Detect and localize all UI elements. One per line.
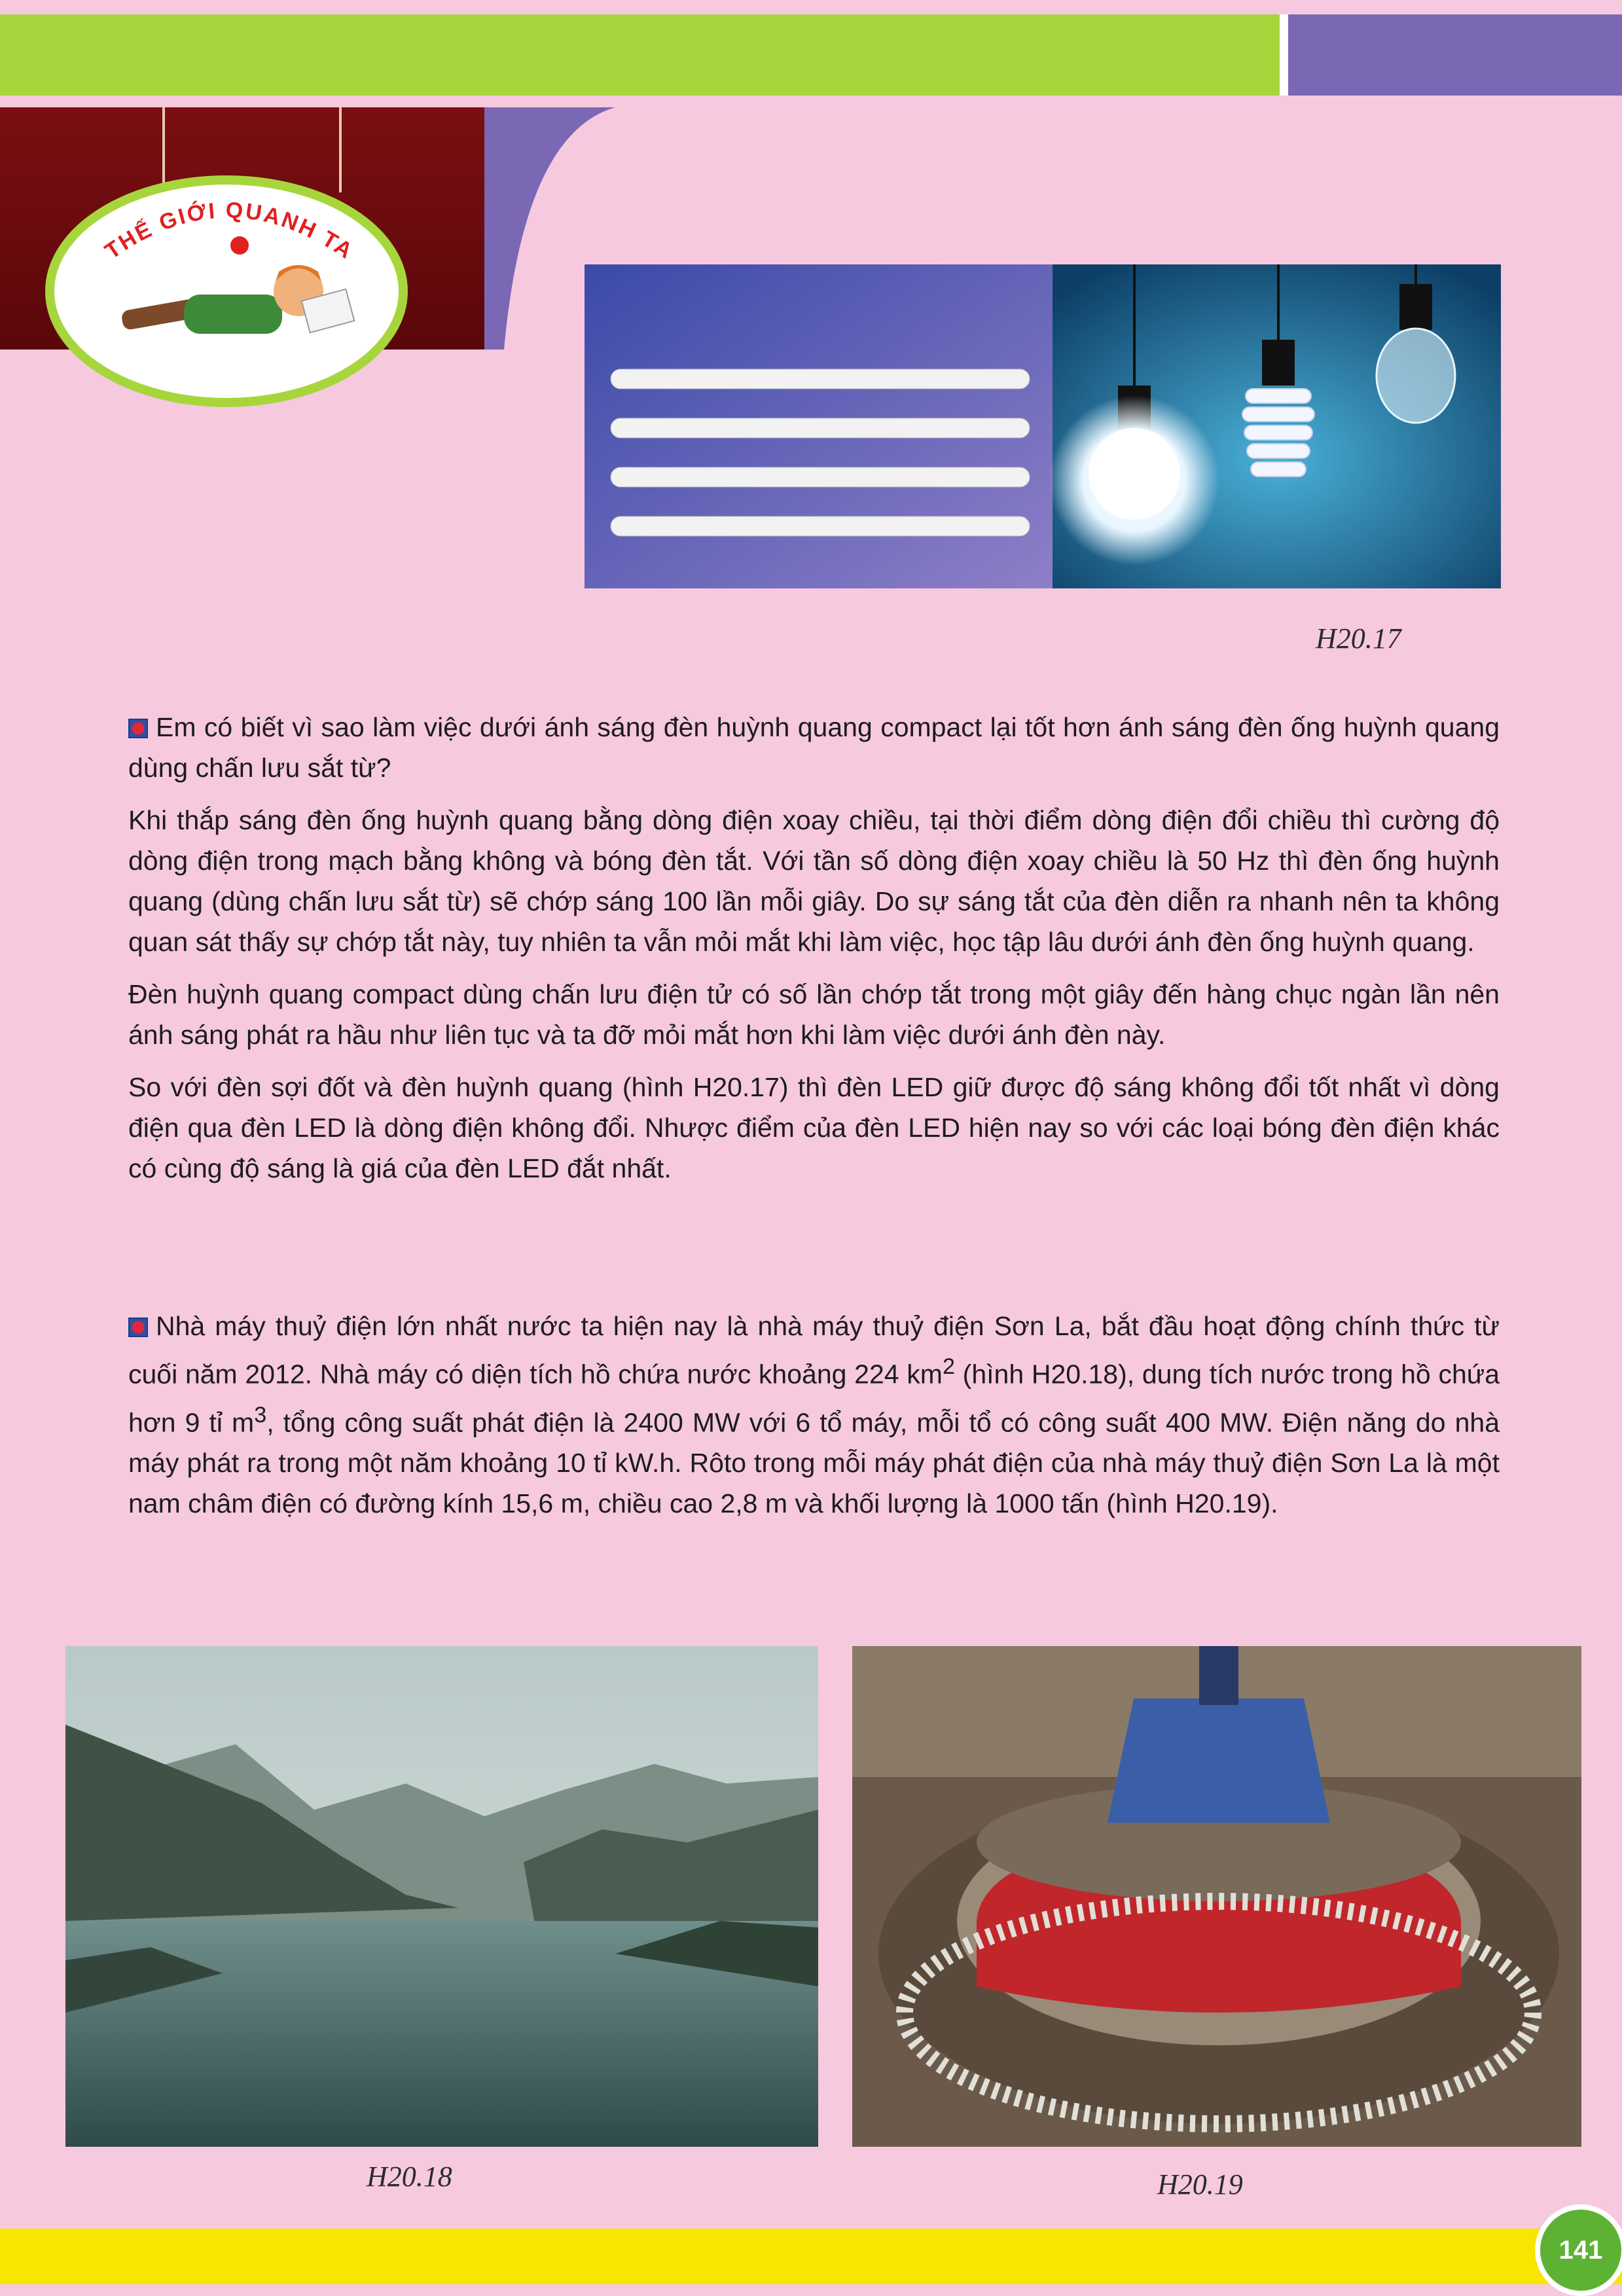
section-son-la-plant xyxy=(128,1306,1500,1535)
figure-h20-19-caption: H20.19 xyxy=(1157,2168,1243,2200)
paragraph-2: Đèn huỳnh quang compact dùng chấn lưu điện tử có số lần chớp tắt trong một giây đến hàng chục ngàn lần nên ánh sáng phát ra hầu như liên tục và ta đỡ mỏi mắt hơn khi làm việc dưới ánh đèn này. xyxy=(128,979,1500,1050)
question-text: Em có biết vì sao làm việc dưới ánh sáng đèn huỳnh quang compact lại tốt hơn ánh sáng đèn ống huỳnh quang dùng chấn lưu sắt từ? xyxy=(128,712,1500,783)
top-band-divider xyxy=(1280,14,1288,96)
paragraph-1: Khi thắp sáng đèn ống huỳnh quang bằng dòng điện xoay chiều, tại thời điểm dòng điện đổi chiều thì cường độ dòng điện trong mạch bằng không và bóng đèn tắt. Với tần số dòng điện xoay chiều là 50 Hz thì đèn ống huỳnh quang (dùng chấn lưu sắt từ) sẽ chớp sáng 100 lần mỗi giây. Do sự sáng tắt của đèn diễn ra nhanh nên ta không quan sát thấy sự chớp tắt này, tuy nhiên ta vẫn mỏi mắt khi làm việc, học tập lâu dưới ánh đèn ống huỳnh quang. xyxy=(128,805,1500,957)
figure-h20-17-image xyxy=(585,264,1501,588)
top-purple-band xyxy=(1288,14,1622,96)
figure-h20-18-image xyxy=(65,1646,818,2147)
question-paragraph xyxy=(128,707,1500,788)
bullet-icon xyxy=(128,1318,148,1337)
badge-title: THẾ GIỚI QUANH TA xyxy=(100,198,359,265)
paragraph-3: So với đèn sợi đốt và đèn huỳnh quang (hình H20.17) thì đèn LED giữ được độ sáng không đổi tốt nhất vì dòng điện qua đèn LED là dòng điện không đổi. Nhược điểm của đèn LED hiện nay so với các loại bóng đèn điện khác có cùng độ sáng là giá của đèn LED đắt nhất. xyxy=(128,1072,1500,1183)
page-number: 141 xyxy=(1559,2235,1603,2265)
top-green-band xyxy=(0,14,1280,96)
figure-h20-18-caption: H20.18 xyxy=(367,2161,452,2193)
section-badge xyxy=(43,170,410,412)
bottom-yellow-bar xyxy=(0,2229,1622,2284)
bullet-icon xyxy=(128,719,148,738)
son-la-paragraph: Nhà máy thuỷ điện lớn nhất nước ta hiện nay là nhà máy thuỷ điện Sơn La, bắt đầu hoạt động chính thức từ cuối năm 2012. Nhà máy có diện tích hồ chứa nước khoảng 224 $km^2$ (hình H20.18), dung tích nước trong hồ chứa hơn 9 tỉ $m^3$, tổng công suất phát điện là 2400 MW với 6 tổ máy, mỗi tổ có công suất 400 MW. Điện năng do nhà máy phát ra trong một năm khoảng 10 tỉ kW.h. Rôto trong mỗi máy phát điện của nhà máy thuỷ điện Sơn La là một nam châm điện có đường kính 15,6 m, chiều cao 2,8 m và khối lượng là 1000 tấn (hình H20.19). xyxy=(128,1311,1500,1519)
figure-h20-19-image xyxy=(852,1646,1581,2147)
page-number-badge xyxy=(1535,2204,1622,2296)
section-compact-lamp xyxy=(128,707,1500,1200)
figure-h20-17-caption: H20.17 xyxy=(1316,622,1401,655)
